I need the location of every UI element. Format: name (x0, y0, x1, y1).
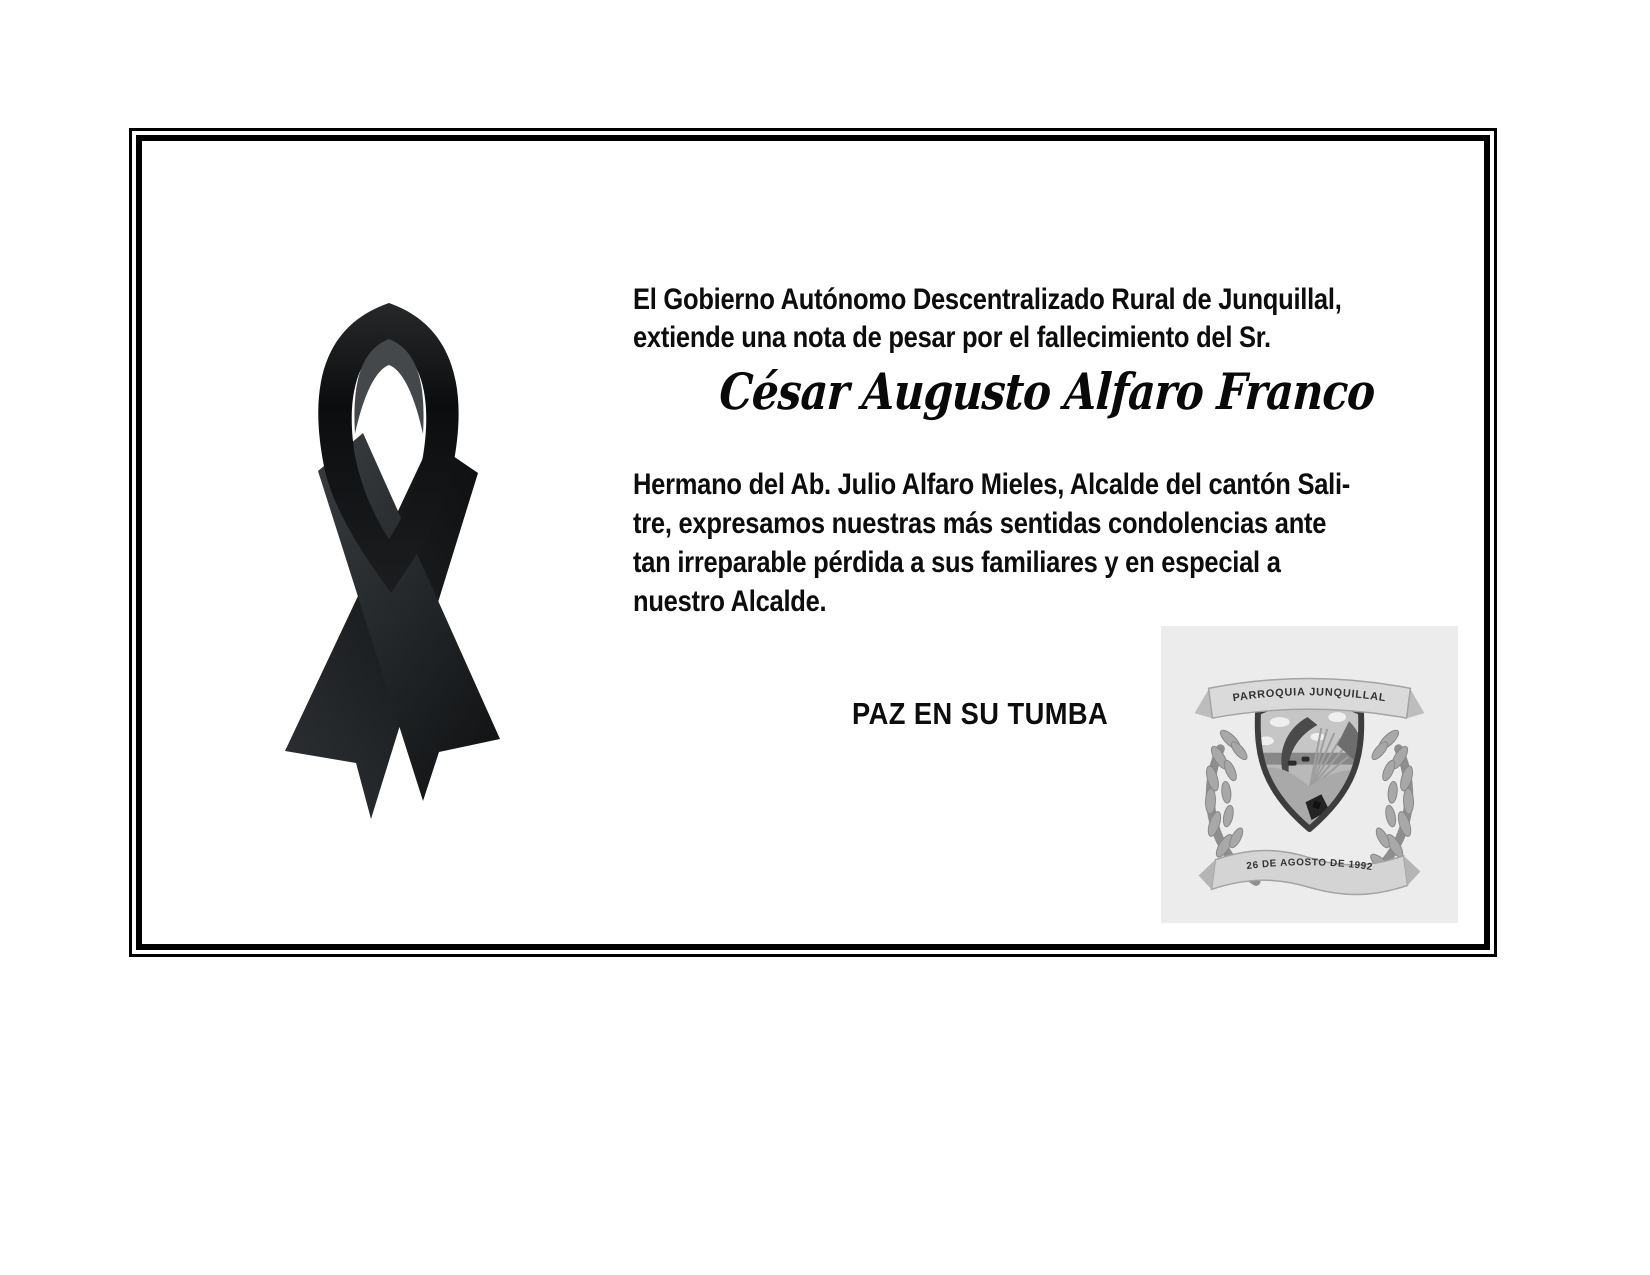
intro-paragraph (633, 281, 1467, 357)
condolence-text-line: Hermano del Ab. Julio Alfaro Mieles, Alcalde del cantón Sali- (633, 468, 1351, 501)
condolence-card-frame (129, 128, 1497, 957)
condolence-text-line: tre, expresamos nuestras más sentidas condolencias ante (633, 507, 1327, 540)
mourning-ribbon-icon (267, 294, 517, 824)
condolence-text-line: tan irreparable pérdida a sus familiares y en especial a (633, 546, 1281, 579)
intro-text-line: El Gobierno Autónomo Descentralizado Rural de Junquillal, (633, 283, 1342, 316)
emblem-bottom-banner-text: 26 DE AGOSTO DE 1992 (1245, 857, 1374, 874)
deceased-name-block (633, 361, 1465, 423)
emblem-top-banner-text: PARROQUIA JUNQUILLAL (1231, 686, 1388, 705)
condolence-text-line: nuestro Alcalde. (633, 585, 827, 618)
condolence-paragraph (633, 465, 1477, 621)
parish-emblem (1161, 626, 1458, 923)
deceased-name: César Augusto Alfaro Franco (718, 362, 1377, 421)
closing-text: PAZ EN SU TUMBA (852, 696, 1109, 731)
intro-text-line: extiende una nota de pesar por el fallecimiento del Sr. (633, 321, 1271, 354)
